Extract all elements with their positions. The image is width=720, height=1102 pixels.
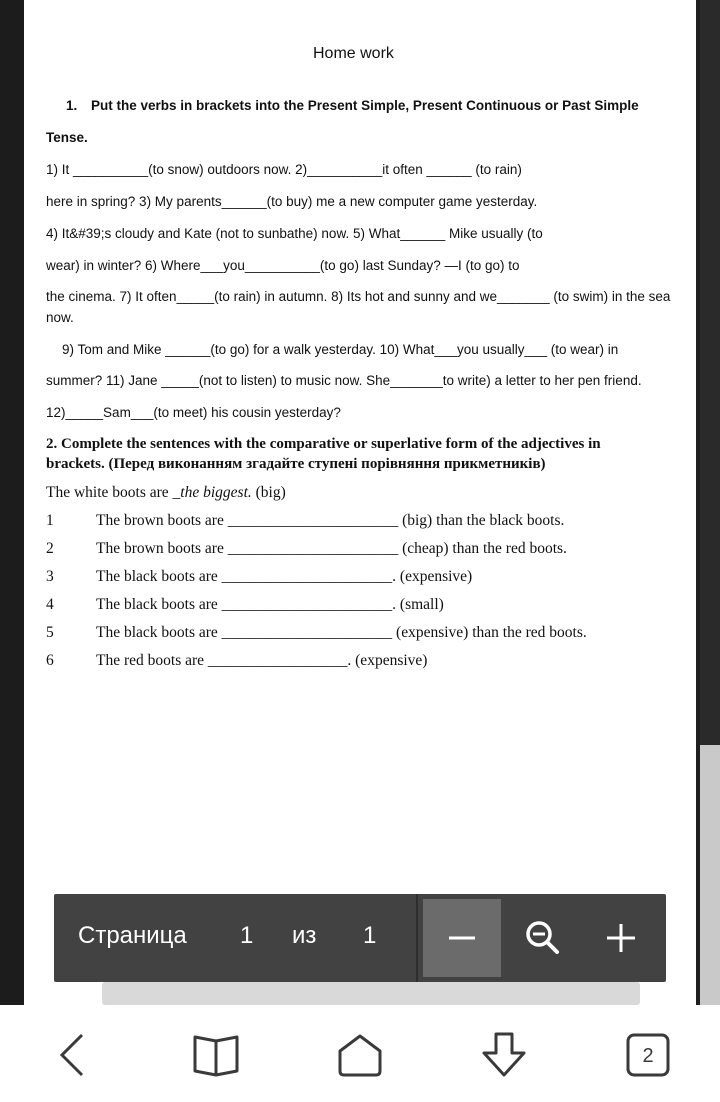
page-total: 1 (363, 922, 377, 949)
task1-heading: Put the verbs in brackets into the Present Simple, Present Continuous or Past Simple (91, 98, 639, 113)
task2-item-number: 3 (46, 568, 54, 585)
left-dark-margin (0, 0, 24, 1005)
task2-heading: 2. Complete the sentences with the comparative or superlative form of the adjectives in (46, 436, 601, 452)
task1-line: wear) in winter? 6) Where___you__________(to go) last Sunday? —I (to go) to (46, 258, 520, 273)
task2-item: The black boots are ______________________. (small) (96, 596, 444, 613)
task2-example (46, 484, 286, 502)
back-button[interactable] (48, 1031, 96, 1079)
home-button[interactable] (336, 1031, 384, 1079)
zoom-in-button[interactable] (582, 899, 660, 977)
task2-item-number: 6 (46, 652, 54, 669)
tabs-button[interactable] (624, 1031, 672, 1079)
tabs-count: 2 (642, 1045, 654, 1067)
download-arrow-icon (480, 1031, 528, 1079)
document-page (24, 0, 696, 1005)
task2-item: The brown boots are ______________________ (cheap) than the red boots. (96, 540, 567, 557)
example-prefix: The white boots are _ (46, 484, 181, 501)
browser-bottom-navbar (0, 1005, 720, 1102)
task2-item-number: 1 (46, 512, 54, 529)
task2-item-number: 4 (46, 596, 54, 613)
task2-item-number: 2 (46, 540, 54, 557)
zoom-reset-button[interactable] (504, 899, 582, 977)
toolbar-divider (416, 894, 418, 982)
scrollbar-thumb[interactable] (700, 745, 720, 1005)
task2-item: The red boots are __________________. (expensive) (96, 652, 428, 669)
reader-mode-button[interactable] (192, 1031, 240, 1079)
back-chevron-icon (52, 1031, 92, 1079)
page-label: Страница (78, 922, 187, 949)
task1-line: 9) Tom and Mike ______(to go) for a walk yesterday. 10) What___you usually___ (to wear) in (62, 342, 619, 357)
zoom-search-icon (523, 918, 563, 958)
zoom-out-button[interactable] (423, 899, 501, 977)
page-of-label: из (292, 922, 317, 949)
minus-icon (446, 922, 478, 954)
book-icon (192, 1033, 240, 1077)
home-icon (336, 1031, 384, 1079)
task1-heading-cont: Tense. (46, 130, 88, 145)
task2-item: The brown boots are ______________________ (big) than the black boots. (96, 512, 565, 529)
example-suffix: (big) (251, 484, 286, 501)
task1-line: now. (46, 310, 74, 325)
task1-line: 12)_____Sam___(to meet) his cousin yesterday? (46, 405, 341, 420)
task1-line: here in spring? 3) My parents______(to buy) me a new computer game yesterday. (46, 194, 538, 209)
page-preview-strip (102, 982, 640, 1005)
page-title: Home work (313, 45, 394, 62)
tabs-counter-icon (625, 1032, 671, 1078)
plus-icon (604, 921, 638, 955)
pdf-page-toolbar (54, 894, 666, 982)
task1-line: 1) It __________(to snow) outdoors now. 2)__________it often ______ (to rain) (46, 162, 522, 177)
task2-item: The black boots are ______________________. (expensive) (96, 568, 473, 585)
page-current[interactable]: 1 (240, 922, 254, 949)
task1-line: summer? 11) Jane _____(not to listen) to music now. She_______to write) a letter to her pen friend. (46, 373, 642, 388)
example-answer: the biggest. (180, 484, 252, 501)
task2-item: The black boots are ______________________ (expensive) than the red boots. (96, 624, 587, 641)
task1-line: 4) It&#39;s cloudy and Kate (not to sunbathe) now. 5) What______ Mike usually (to (46, 226, 543, 241)
task2-item-number: 5 (46, 624, 54, 641)
downloads-button[interactable] (480, 1031, 528, 1079)
task2-heading-cont: brackets. (Перед виконанням згадайте ступені порівняння прикметників) (46, 456, 546, 472)
task1-number: 1. (66, 98, 78, 113)
task1-line: the cinema. 7) It often_____(to rain) in autumn. 8) Its hot and sunny and we_______ (to swim) in the sea (46, 289, 671, 304)
